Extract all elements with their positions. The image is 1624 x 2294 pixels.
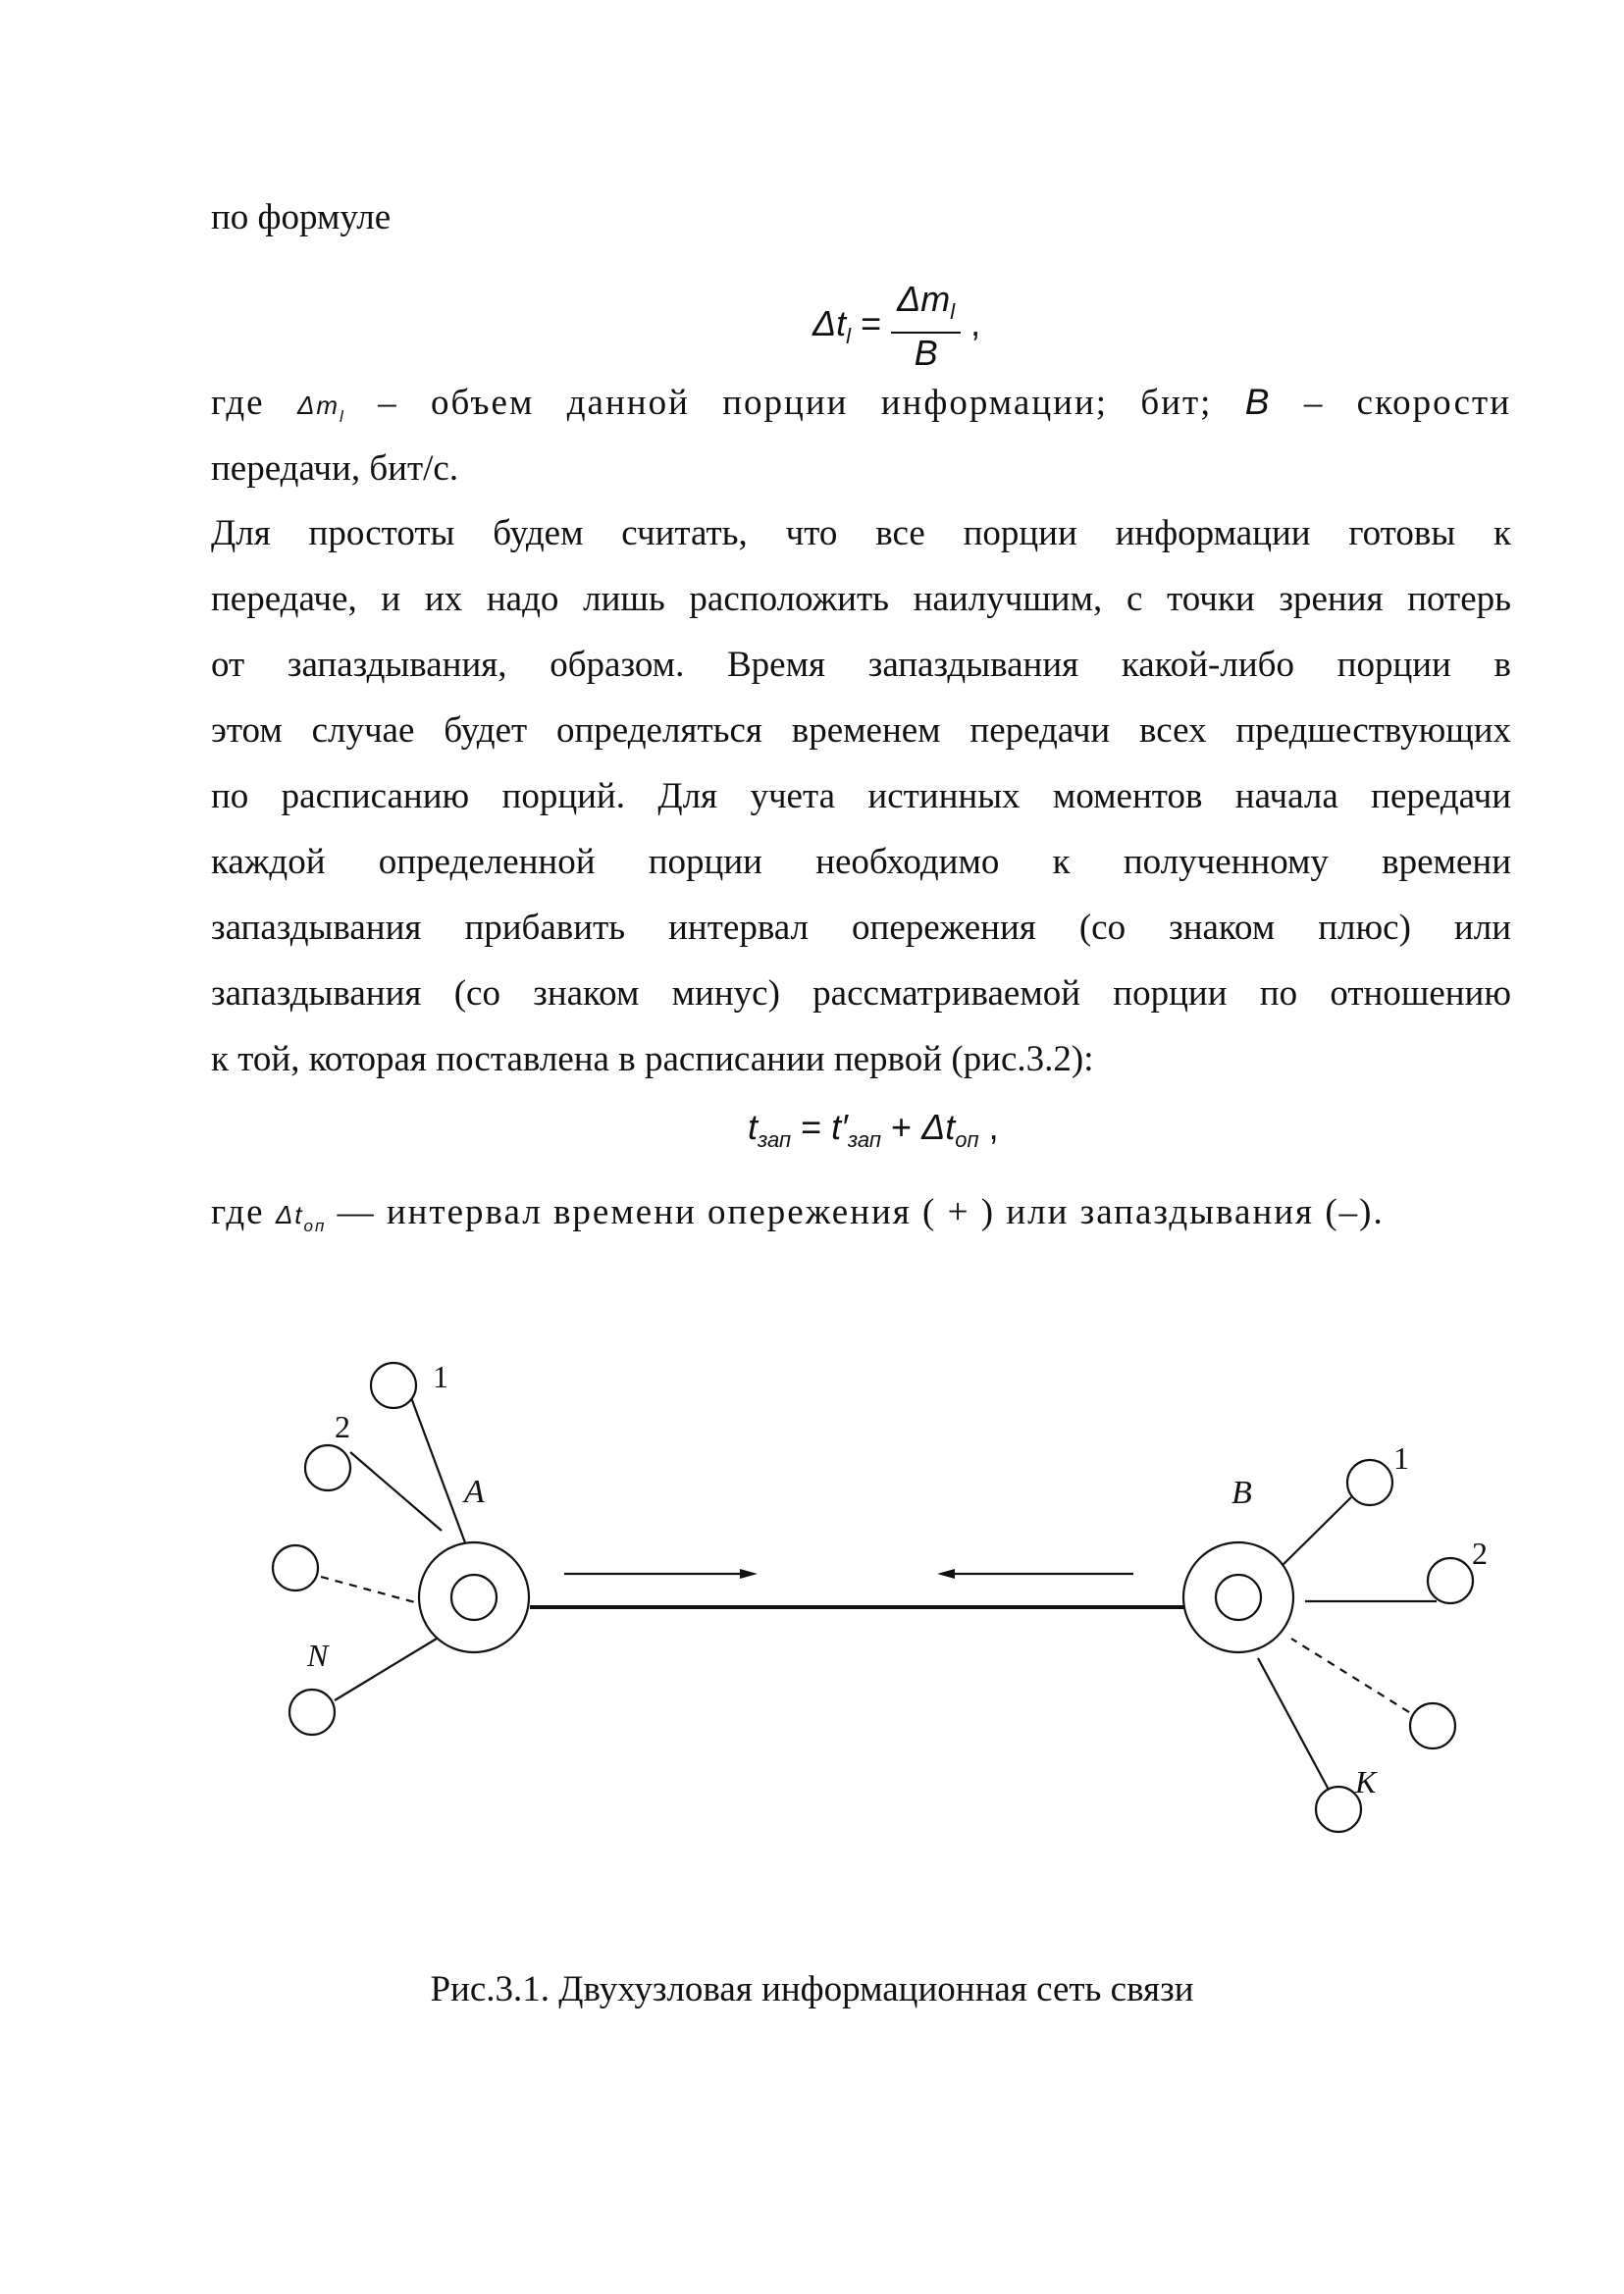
- a-label-2: 2: [335, 1409, 350, 1444]
- para-line-7: запаздывания прибавить интервал опережения (со знаком плюс) или: [211, 908, 1511, 948]
- where-1-c: – скорости: [1303, 383, 1512, 423]
- para-line-4: этом случае будет определяться временем передачи всех предшествующих: [211, 710, 1511, 751]
- para-line-3: от запаздывания, образом. Время запаздывания какой-либо порции в: [211, 645, 1511, 685]
- formula-2-tprime-sub: зап: [847, 1127, 881, 1152]
- inline-delta-t-sub: оп: [303, 1217, 327, 1235]
- para-line-2: передаче, и их надо лишь расположить наилучшим, с точки зрения потерь: [211, 579, 1511, 619]
- intro-line: по формуле: [211, 197, 392, 237]
- inline-delta-t-sym: Δt: [275, 1200, 304, 1229]
- a-link-n: [335, 1639, 437, 1700]
- formula-2-plus: +: [891, 1107, 913, 1147]
- where-2-b: — интервал времени опережения ( + ) или запаздывания (–).: [337, 1192, 1385, 1232]
- para-line-9: к той, которая поставлена в расписании первой (рис.3.2):: [211, 1039, 1094, 1079]
- where-line-1-cont: передачи, бит/с.: [211, 448, 459, 489]
- b-subscriber-1: [1347, 1460, 1392, 1505]
- formula-2-dt-sub: оп: [955, 1127, 979, 1152]
- b-label-k: K: [1355, 1764, 1377, 1799]
- formula-1-den: B: [914, 333, 938, 373]
- formula-1-num-sub: l: [950, 299, 956, 324]
- formula-1-eq: =: [861, 303, 882, 344]
- para-line-5: по расписанию порций. Для учета истинных моментов начала передачи: [211, 776, 1511, 816]
- formula-2-dt: Δt: [921, 1107, 956, 1147]
- formula-2-tprime: t′: [831, 1107, 848, 1147]
- b-link-k: [1258, 1658, 1329, 1790]
- formula-2-t-sub: зап: [758, 1127, 792, 1152]
- a-link-dashed: [321, 1577, 422, 1604]
- a-subscriber-3: [273, 1545, 318, 1590]
- formula-1-num: Δm: [897, 279, 951, 319]
- where-1-a: где: [211, 383, 265, 423]
- where-1-B: B: [1244, 382, 1272, 422]
- para-line-8: запаздывания (со знаком минус) рассматриваемой порции по отношению: [211, 973, 1511, 1014]
- formula-2-t: t: [748, 1107, 759, 1147]
- where-2-a: где: [211, 1192, 265, 1232]
- para-line-1: Для простоты будем считать, что все порции информации готовы к: [211, 513, 1511, 553]
- inline-delta-m-sym: Δm: [296, 391, 341, 420]
- formula-2-tail: ,: [988, 1107, 999, 1147]
- a-subscriber-1: [371, 1363, 416, 1408]
- a-subscriber-2: [305, 1445, 350, 1490]
- b-label-1: 1: [1393, 1440, 1409, 1476]
- node-b-label: B: [1231, 1475, 1252, 1511]
- formula-2-eq: =: [801, 1107, 822, 1147]
- node-a-inner: [451, 1575, 497, 1620]
- a-label-n: N: [307, 1638, 329, 1673]
- formula-1-lhs-sub: l: [846, 324, 852, 349]
- inline-delta-m-sub: l: [340, 407, 345, 426]
- b-link-dashed: [1291, 1639, 1409, 1712]
- a-subscriber-n: [289, 1690, 335, 1735]
- node-b-inner: [1216, 1575, 1261, 1620]
- figure-caption: Рис.3.1. Двухузловая информационная сеть связи: [430, 1969, 1194, 2009]
- formula-1-lhs: Δt: [812, 303, 847, 344]
- formula-1-tail: ,: [970, 303, 981, 344]
- b-subscriber-2: [1428, 1558, 1473, 1603]
- node-a-label: A: [464, 1474, 485, 1510]
- a-label-1: 1: [433, 1359, 448, 1394]
- where-1-b: – объем данной порции информации; бит;: [378, 383, 1213, 423]
- b-subscriber-3: [1410, 1703, 1455, 1748]
- a-link-2: [350, 1452, 442, 1531]
- b-label-2: 2: [1472, 1536, 1488, 1571]
- a-link-1: [406, 1384, 466, 1545]
- para-line-6: каждой определенной порции необходимо к полученному времени: [211, 842, 1511, 882]
